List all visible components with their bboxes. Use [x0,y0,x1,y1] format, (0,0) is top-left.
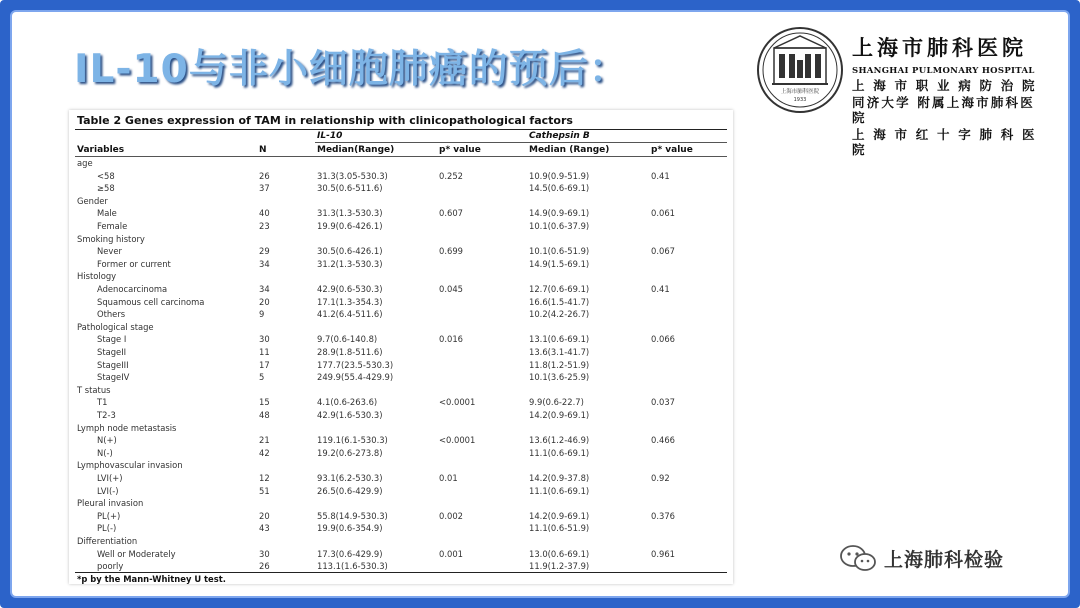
table-row [69,208,733,221]
hospital-name-en: SHANGHAI PULMONARY HOSPITAL [852,66,1035,76]
row-category: Gender [77,195,108,206]
cell-cb-median: 16.6(1.5-41.7) [529,296,590,307]
col-header-il10-median: Median(Range) [317,145,395,155]
table-row [69,435,733,448]
cell-n: 12 [259,473,270,483]
cell-il10-median: 113.1(1.6-530.3) [317,561,388,572]
group-header-cathepsin: Cathepsin B [529,131,590,141]
header-rule [75,156,727,157]
cell-il10-median: 30.5(0.6-511.6) [317,183,383,194]
row-category: Lymphovascular invasion [77,460,183,471]
table-row [69,360,733,373]
cell-il10-median: 19.9(0.6-354.9) [317,523,383,534]
cell-cb-median: 13.6(1.2-46.9) [529,435,590,446]
col-header-n: N [259,145,267,155]
row-sublabel: T1 [97,397,108,408]
cell-n: 20 [259,296,270,307]
row-sublabel: Former or current [97,258,171,269]
cell-cb-p: 0.41 [651,284,670,294]
cell-il10-p: 0.001 [439,548,463,559]
table-row [69,158,733,171]
cell-il10-median: 19.2(0.6-273.8) [317,447,383,458]
cell-cb-median: 11.9(1.2-37.9) [529,561,590,572]
cell-cb-p: 0.066 [651,334,675,345]
slide-title: IL-10与非小细胞肺癌的预后： [74,47,629,92]
cell-n: 5 [259,372,265,383]
cell-il10-median: 31.3(3.05-530.3) [317,170,388,181]
table-row [69,410,733,423]
cell-cb-median: 14.9(1.5-69.1) [529,258,590,269]
cell-n: 30 [259,548,270,559]
table-row [69,347,733,360]
row-category: T status [77,384,111,395]
cell-cb-median: 14.9(0.9-69.1) [529,208,590,219]
cell-n: 20 [259,510,270,521]
table-row [69,284,733,297]
table-top-rule [75,129,727,130]
row-category: Lymph node metastasis [77,422,177,433]
cell-il10-p: <0.0001 [439,397,476,408]
table-row [69,511,733,524]
table-row [69,498,733,511]
cell-cb-median: 14.2(0.9-69.1) [529,510,590,521]
table-row [69,486,733,499]
table-row [69,385,733,398]
row-sublabel: Well or Moderately [97,548,176,559]
cell-n: 21 [259,435,270,446]
cell-cb-p: 0.466 [651,435,675,446]
table-row [69,549,733,562]
row-sublabel: T2-3 [97,410,116,420]
cell-il10-p: 0.045 [439,284,463,294]
hospital-alias-2: 同济大学 附属上海市肺科医院 [852,95,1035,125]
col-header-cb-median: Median (Range) [529,145,610,155]
cell-cb-median: 13.0(0.6-69.1) [529,548,590,559]
table-row [69,271,733,284]
wechat-icon [838,543,878,573]
cell-il10-median: 55.8(14.9-530.3) [317,510,388,521]
table-row [69,259,733,272]
table-footnote: *p by the Mann-Whitney U test. [77,574,226,584]
row-sublabel: Never [97,246,122,257]
row-sublabel: StageIV [97,372,130,383]
cell-cb-median: 10.9(0.9-51.9) [529,170,590,181]
cell-n: 43 [259,523,270,534]
cell-cb-p: 0.037 [651,397,675,408]
cell-cb-median: 10.2(4.2-26.7) [529,309,590,320]
cell-il10-median: 26.5(0.6-429.9) [317,485,383,496]
table-row [69,309,733,322]
logo-text: 上海市肺科医院 [780,89,820,95]
cell-il10-p: <0.0001 [439,435,476,446]
cell-il10-p: 0.699 [439,246,463,257]
table-bottom-rule [75,572,727,573]
watermark-text: 上海肺科检验 [884,548,1005,571]
cell-n: 30 [259,334,270,345]
cell-n: 23 [259,221,270,231]
cell-n: 11 [259,347,270,357]
table-row [69,397,733,410]
row-category: Pathological stage [77,321,154,332]
table-figure [69,110,733,584]
group-rule [315,142,727,143]
cell-n: 26 [259,561,270,572]
table-row [69,473,733,486]
table-row [69,183,733,196]
group-header-il10: IL-10 [317,131,343,141]
row-sublabel: Male [97,208,117,219]
cell-cb-median: 11.1(0.6-69.1) [529,447,590,458]
cell-il10-median: 31.2(1.3-530.3) [317,258,383,269]
row-category: Differentiation [77,536,138,546]
row-category: Histology [77,271,117,282]
cell-il10-median: 31.3(1.3-530.3) [317,208,383,219]
col-header-il10-p: p* value [439,145,481,155]
cell-cb-p: 0.376 [651,510,675,521]
cell-il10-p: 0.252 [439,170,463,181]
hospital-name-cn: 上海市肺科医院 [852,35,1027,60]
cell-il10-median: 17.1(1.3-354.3) [317,296,383,307]
cell-n: 34 [259,284,270,294]
cell-n: 29 [259,246,270,257]
cell-il10-p: 0.01 [439,473,458,483]
cell-cb-p: 0.067 [651,246,675,257]
cell-cb-p: 0.92 [651,473,670,483]
row-sublabel: LVI(+) [97,473,123,483]
cell-il10-median: 93.1(6.2-530.3) [317,473,383,483]
cell-n: 17 [259,359,270,370]
row-sublabel: StageIII [97,359,129,370]
hospital-alias-3: 上 海 市 红 十 字 肺 科 医 院 [852,127,1037,157]
logo-year: 1933 [793,97,807,103]
table-row [69,196,733,209]
table-row [69,523,733,536]
table-row [69,246,733,259]
row-sublabel: PL(-) [97,523,117,534]
cell-cb-median: 14.2(0.9-69.1) [529,410,590,420]
cell-cb-median: 14.2(0.9-37.8) [529,473,590,483]
row-sublabel: Squamous cell carcinoma [97,296,205,307]
cell-cb-median: 10.1(0.6-51.9) [529,246,590,257]
cell-n: 15 [259,397,270,408]
cell-il10-median: 19.9(0.6-426.1) [317,221,383,231]
cell-cb-median: 11.1(0.6-69.1) [529,485,590,496]
cell-n: 34 [259,258,270,269]
table-row [69,234,733,247]
cell-n: 26 [259,170,270,181]
table-row [69,297,733,310]
cell-n: 51 [259,485,270,496]
row-category: age [77,158,93,168]
table-row [69,171,733,184]
row-sublabel: N(+) [97,435,117,446]
cell-cb-p: 0.061 [651,208,675,219]
cell-il10-median: 177.7(23.5-530.3) [317,359,394,370]
cell-cb-median: 14.5(0.6-69.1) [529,183,590,194]
table-row [69,536,733,549]
row-sublabel: Female [97,221,128,231]
cell-cb-median: 11.8(1.2-51.9) [529,359,590,370]
cell-il10-median: 42.9(1.6-530.3) [317,410,383,420]
row-sublabel: N(-) [97,447,113,458]
hospital-logo-icon [756,26,844,114]
cell-n: 37 [259,183,270,194]
cell-il10-median: 17.3(0.6-429.9) [317,548,383,559]
row-sublabel: LVI(-) [97,485,119,496]
cell-cb-p: 0.961 [651,548,675,559]
cell-cb-median: 10.1(3.6-25.9) [529,372,590,383]
col-header-cb-p: p* value [651,145,693,155]
cell-il10-median: 30.5(0.6-426.1) [317,246,383,257]
table-row [69,423,733,436]
watermark [838,543,1004,573]
col-header-variables: Variables [77,145,125,155]
cell-n: 40 [259,208,270,219]
table-row [69,334,733,347]
cell-n: 48 [259,410,270,420]
row-sublabel: Adenocarcinoma [97,284,168,294]
cell-il10-median: 28.9(1.8-511.6) [317,347,383,357]
row-sublabel: PL(+) [97,510,121,521]
cell-il10-median: 249.9(55.4-429.9) [317,372,394,383]
cell-il10-median: 41.2(6.4-511.6) [317,309,383,320]
cell-cb-median: 13.6(3.1-41.7) [529,347,590,357]
cell-il10-median: 4.1(0.6-263.6) [317,397,378,408]
row-category: Pleural invasion [77,498,144,509]
cell-cb-median: 9.9(0.6-22.7) [529,397,584,408]
cell-il10-p: 0.016 [439,334,463,345]
cell-cb-p: 0.41 [651,170,670,181]
row-sublabel: StageII [97,347,127,357]
row-sublabel: poorly [97,561,124,572]
table-row [69,460,733,473]
cell-cb-median: 10.1(0.6-37.9) [529,221,590,231]
cell-cb-median: 13.1(0.6-69.1) [529,334,590,345]
cell-il10-p: 0.607 [439,208,463,219]
cell-cb-median: 11.1(0.6-51.9) [529,523,590,534]
row-sublabel: <58 [97,170,115,181]
cell-n: 42 [259,447,270,458]
cell-il10-p: 0.002 [439,510,463,521]
table-row [69,372,733,385]
table-title: Table 2 Genes expression of TAM in relationship with clinicopathological factors [77,114,573,127]
cell-n: 9 [259,309,265,320]
table-row [69,221,733,234]
hospital-names [852,32,1042,157]
cell-il10-median: 119.1(6.1-530.3) [317,435,388,446]
table-row [69,322,733,335]
row-sublabel: Others [97,309,126,320]
row-category: Smoking history [77,233,145,244]
cell-cb-median: 12.7(0.6-69.1) [529,284,590,294]
hospital-alias-1: 上 海 市 职 业 病 防 治 院 [852,78,1037,93]
cell-il10-median: 9.7(0.6-140.8) [317,334,378,345]
row-sublabel: Stage I [97,334,127,345]
row-sublabel: ≥58 [97,183,115,194]
table-row [69,448,733,461]
cell-il10-median: 42.9(0.6-530.3) [317,284,383,294]
